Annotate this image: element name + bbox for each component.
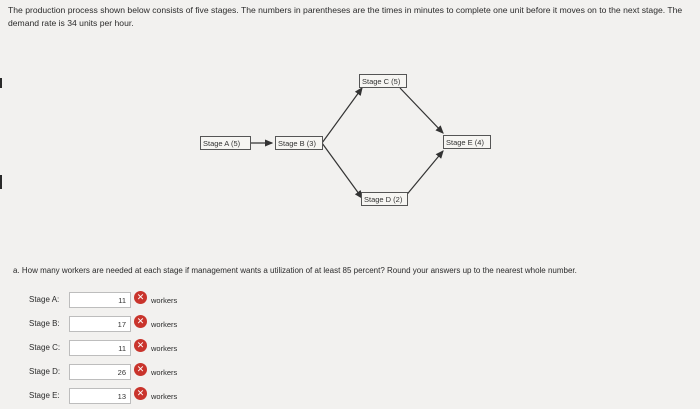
- stage-a-input[interactable]: 11: [69, 292, 131, 308]
- stage-d-box: Stage D (2): [361, 192, 408, 206]
- stage-a-label: Stage A:: [29, 295, 60, 304]
- stage-b-input[interactable]: 17: [69, 316, 131, 332]
- incorrect-icon: ✕: [134, 339, 147, 352]
- answer-row-stage-b: [0, 315, 700, 335]
- unit-label: workers: [151, 368, 178, 377]
- stage-e-label: Stage E:: [29, 391, 60, 400]
- incorrect-icon: ✕: [134, 387, 147, 400]
- stage-d-input[interactable]: 26: [69, 364, 131, 380]
- stage-a-box: Stage A (5): [200, 136, 251, 150]
- incorrect-icon: ✕: [134, 291, 147, 304]
- problem-intro: The production process shown below consists of five stages. The numbers in parentheses are the times in minutes to complete one unit before it moves on to the next stage. The demand rate is 34 units per hour.: [8, 5, 683, 28]
- stage-e-input[interactable]: 13: [69, 388, 131, 404]
- stage-c-box: Stage C (5): [359, 74, 407, 88]
- incorrect-icon: ✕: [134, 363, 147, 376]
- arrow-d-to-e: [404, 151, 443, 198]
- stage-c-label: Stage C:: [29, 343, 61, 352]
- answer-row-stage-c: [0, 339, 700, 359]
- incorrect-icon: ✕: [134, 315, 147, 328]
- unit-label: workers: [151, 320, 178, 329]
- arrow-c-to-e: [400, 88, 443, 133]
- answer-row-stage-d: [0, 363, 700, 383]
- question-text: a. How many workers are needed at each stage if management wants a utilization of at least 85 percent? Round your answers up to the nearest whole number.: [13, 266, 577, 275]
- unit-label: workers: [151, 344, 178, 353]
- unit-label: workers: [151, 296, 178, 305]
- stage-b-label: Stage B:: [29, 319, 60, 328]
- arrow-b-to-c: [322, 88, 362, 143]
- answer-row-stage-e: [0, 387, 700, 407]
- stage-e-box: Stage E (4): [443, 135, 491, 149]
- unit-label: workers: [151, 392, 178, 401]
- stage-d-label: Stage D:: [29, 367, 61, 376]
- stage-c-input[interactable]: 11: [69, 340, 131, 356]
- answer-row-stage-a: [0, 291, 700, 311]
- stage-b-box: Stage B (3): [275, 136, 323, 150]
- arrow-b-to-d: [322, 143, 362, 198]
